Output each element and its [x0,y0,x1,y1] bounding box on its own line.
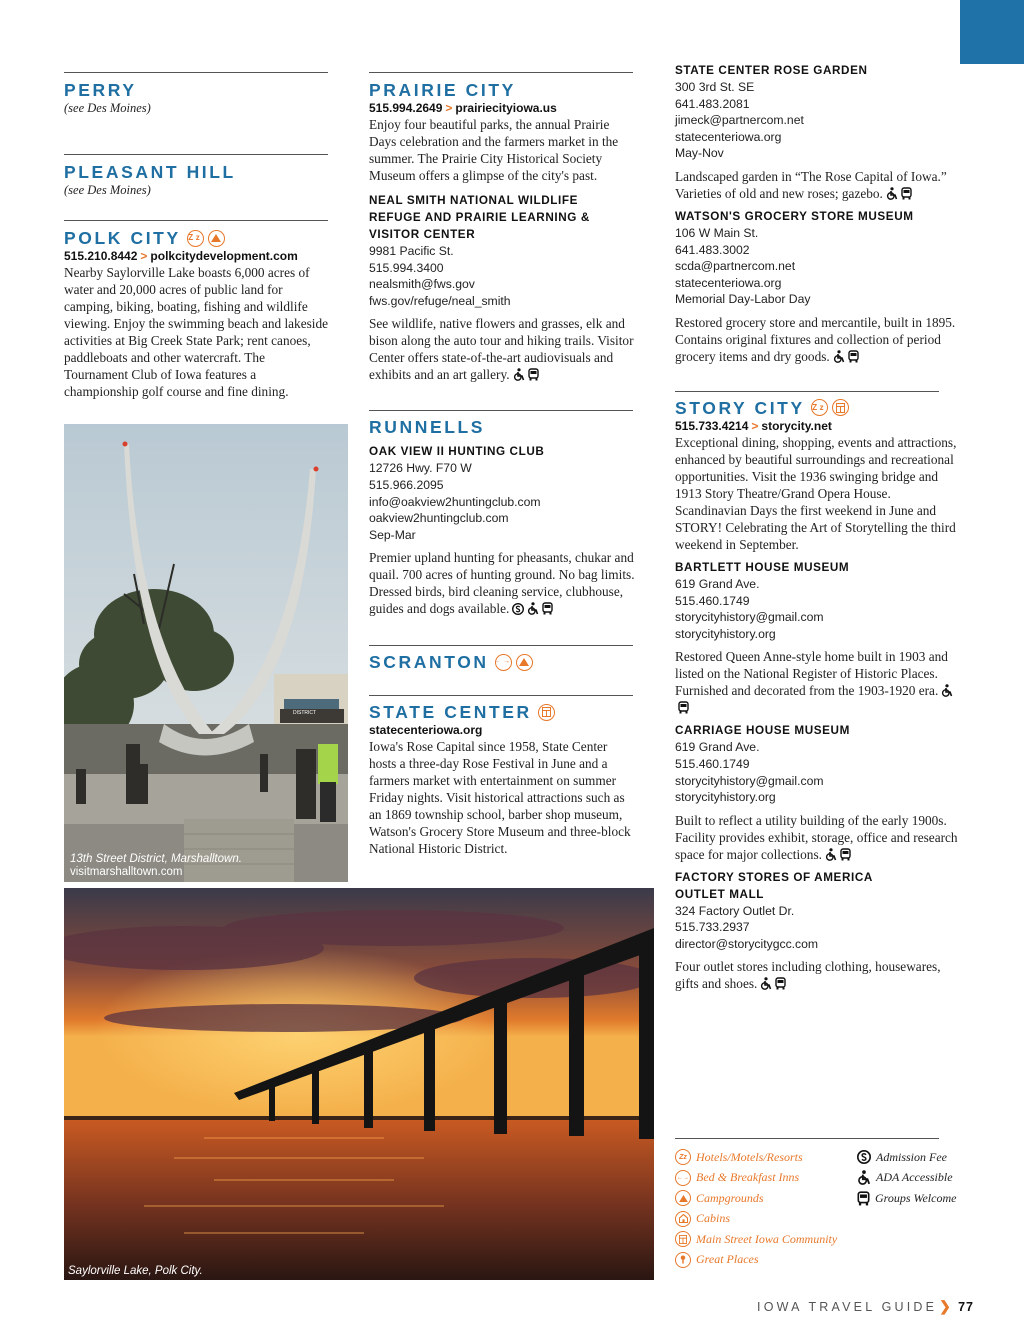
description-text: See wildlife, native flowers and grasses, elk and bison along the auto tour and hiking trails. Visitor Center offers state-of-the-art audiovisuals and exhibits and an art gallery. [369,316,634,383]
attraction-address: 619 Grand Ave. [675,576,760,591]
legend-label: Campgrounds [696,1190,764,1205]
city-story-city [675,398,965,418]
campground-icon [516,654,533,671]
divider [64,72,328,73]
ada-accessible-icon [513,368,525,381]
attraction-season: May-Nov [675,146,724,161]
attraction-email[interactable]: storycityhistory@gmail.com [675,610,824,625]
caption-credit: visitmarshalltown.com [70,866,183,878]
legend-great-places [675,1250,857,1271]
groups-welcome-icon [840,848,851,861]
icon-legend [675,1138,965,1270]
main-street-icon [538,704,555,721]
ada-accessible-icon [886,187,898,200]
see-reference: (see Des Moines) [64,101,151,115]
legend-ada [857,1168,956,1189]
polk-city-description: Nearby Saylorville Lake boasts 6,000 acres of water and 20,000 acres of public land for camping, biking, boating, fishing and wildlife viewing. Enjoy the swimming beach and lakeside activities at Big Creek State Park; rent canoes, paddleboats and other watercraft. The Tournament Club of Iowa features a championship golf course and fine dining. [64,265,329,399]
attraction-name-line: FACTORY STORES OF AMERICA [675,870,873,884]
attraction-phone: 641.483.2081 [675,96,750,111]
state-center-description: Iowa's Rose Capital since 1958, State Center hosts a three-day Rose Festival in June and a farmers market with entertainment on summer Friday nights. Visit historical attractions such as an 1869 township school, barber shop museum, Watson's Grocery Store Museum and three-block National Historic District. [369,739,631,857]
caption-line: 13th Street District, Marshalltown. [70,853,242,865]
legend-groups [857,1188,956,1209]
attraction-name-line: REFUGE AND PRAIRIE LEARNING & [369,211,590,224]
bed-and-breakfast-icon: ←→ [495,654,512,671]
legend-label: Hotels/Motels/Resorts [696,1149,803,1164]
city-name: STATE CENTER [369,702,532,723]
legend-label: Groups Welcome [875,1190,957,1205]
legend-bnb [675,1168,857,1189]
city-polk-city [64,228,330,248]
column-middle [369,72,635,857]
attraction-email[interactable]: scda@partnercom.net [675,259,796,274]
see-reference: (see Des Moines) [64,183,151,197]
hotel-icon: Zz [187,230,204,247]
city-scranton [369,652,635,672]
attraction-phone: 515.460.1749 [675,756,750,771]
attraction-season: Sep-Mar [369,527,416,542]
attraction-email[interactable]: info@oakview2huntingclub.com [369,494,541,509]
state-center-website[interactable]: statecenteriowa.org [369,723,483,738]
corner-tab [960,0,1024,64]
bed-and-breakfast-icon: ←→ [675,1170,691,1186]
legend-cabins [675,1209,857,1230]
page-number: 77 [958,1299,974,1314]
chevron-right-icon: ❯ [939,1298,955,1314]
divider [369,72,633,73]
polk-city-contact [64,248,330,264]
photo-marshalltown-sculpture [64,424,348,882]
legend-campgrounds [675,1188,857,1209]
website-link[interactable]: storycity.net [761,418,832,433]
groups-welcome-icon [901,187,912,200]
column-left [64,72,330,400]
legend-label: ADA Accessible [876,1170,953,1185]
attraction-description [675,648,965,716]
attraction-description [675,314,965,365]
attraction-description [369,549,635,617]
page-footer [757,1298,974,1315]
city-name: POLK CITY [64,228,181,248]
attraction-phone: 515.966.2095 [369,477,444,492]
campground-icon [675,1190,691,1206]
groups-welcome-icon [678,701,689,714]
main-street-icon [832,399,849,416]
guide-title: IOWA TRAVEL GUIDE [757,1299,938,1314]
divider [675,391,939,392]
attraction-name-line: OUTLET MALL [675,887,765,901]
divider [369,695,633,696]
hotel-icon: Zz [811,399,828,416]
legend-label: Main Street Iowa Community [696,1231,838,1246]
legend-label: Admission Fee [876,1149,947,1164]
city-pleasant-hill: PLEASANT HILL [64,162,236,182]
prairie-city-contact [369,100,635,116]
ada-accessible-icon [857,1170,871,1185]
attraction-email[interactable]: storycityhistory@gmail.com [675,773,824,788]
groups-welcome-icon [857,1191,870,1206]
attraction-website[interactable]: statecenteriowa.org [675,129,782,144]
prairie-city-description: Enjoy four beautiful parks, the annual Prairie Days celebration and the farmers market in the summer. The Prairie City Historical Society Museum offers a glimpse of the city's past. [369,117,619,183]
ada-accessible-icon [527,602,539,615]
city-name: SCRANTON [369,652,489,673]
website-link[interactable]: polkcitydevelopment.com [150,249,298,263]
city-state-center [369,702,635,722]
story-city-contact [675,418,965,434]
campground-icon [208,230,225,247]
website-link[interactable]: prairiecityiowa.us [455,101,557,115]
main-street-icon [675,1231,691,1247]
attraction-name [675,869,965,903]
attraction-address: 106 W Main St. [675,225,759,240]
ada-accessible-icon [760,977,772,990]
attraction-website[interactable]: statecenteriowa.org [675,275,782,290]
attraction-name: CARRIAGE HOUSE MUSEUM [675,724,850,738]
attraction-address: 300 3rd St. SE [675,80,755,94]
attraction-season: Memorial Day-Labor Day [675,292,811,307]
city-prairie-city: PRAIRIE CITY [369,80,516,100]
legend-admission-fee [857,1147,956,1168]
groups-welcome-icon [775,977,786,990]
arrow-icon: > [140,249,148,263]
description-text: Four outlet stores including clothing, housewares, gifts and shoes. [675,959,941,992]
legend-main-street [675,1229,857,1250]
legend-hotels [675,1147,857,1168]
attraction-address: 12726 Hwy. F70 W [369,461,472,476]
story-city-description: Exceptional dining, shopping, events and attractions, enhanced by beautiful surroundings and recreational opportunities. Visit the 1936 swinging bridge and 1913 Story Theatre/Grand Opera House. Scandinavian Days the first weekend in June and STORY! Celebrating the Art of Storytelling the third weekend in September. [675,434,957,552]
attraction-address: 324 Factory Outlet Dr. [675,903,795,918]
phone: 515.210.8442 [64,249,138,263]
description-text: Restored Queen Anne-style home built in 1903 and listed on the National Register of Historic Places. Furnished and decorated from the 1903-1920 era. [675,649,948,699]
attraction-name: WATSON'S GROCERY STORE MUSEUM [675,209,914,223]
attraction-name: BARTLETT HOUSE MUSEUM [675,560,850,574]
attraction-website[interactable]: oakview2huntingclub.com [369,511,509,526]
admission-fee-icon [512,603,524,615]
attraction-address: 9981 Pacific St. [369,244,454,258]
groups-welcome-icon [542,602,553,615]
description-text: Landscaped garden in “The Rose Capital of Iowa.” Varieties of old and new roses; gazebo. [675,168,947,201]
attraction-name: OAK VIEW II HUNTING CLUB [369,445,545,459]
sign-text: DISTRICT [293,710,317,716]
divider [64,220,328,221]
divider [675,1138,939,1139]
ada-accessible-icon [825,848,837,861]
attraction-website[interactable]: storycityhistory.org [675,626,776,641]
attraction-email[interactable]: nealsmith@fws.gov [369,277,475,292]
attraction-website[interactable]: fws.gov/refuge/neal_smith [369,293,511,308]
phone: 515.994.2649 [369,101,443,115]
attraction-address: 619 Grand Ave. [675,740,760,755]
attraction-description [675,168,965,202]
great-places-icon [675,1252,691,1268]
photo-saylorville-lake [64,888,654,1280]
attraction-name: STATE CENTER ROSE GARDEN [675,64,868,77]
legend-label: Bed & Breakfast Inns [696,1170,800,1185]
attraction-description [369,315,635,383]
city-name: STORY CITY [675,397,805,418]
groups-welcome-icon [528,368,539,381]
city-runnells: RUNNELLS [369,417,486,438]
divider [369,410,633,411]
attraction-description [675,812,965,863]
attraction-phone: 515.733.2937 [675,920,750,935]
legend-label: Cabins [696,1211,731,1226]
photo-caption: Saylorville Lake, Polk City. [68,1265,203,1277]
description-text: Premier upland hunting for pheasants, chukar and quail. 700 acres of hunting ground. No bag limits. Dressed birds, bird cleaning service, clubhouse, guides and dogs available. [369,550,635,617]
ada-accessible-icon [941,684,953,697]
legend-label: Great Places [696,1252,759,1267]
attraction-name-line: VISITOR CENTER [369,228,476,241]
hotel-icon: Zz [675,1149,691,1165]
attraction-description [675,958,965,992]
arrow-icon: > [751,418,759,433]
attraction-phone: 515.460.1749 [675,593,750,608]
arrow-icon: > [445,101,453,115]
column-right [675,62,965,992]
city-perry: PERRY [64,80,137,100]
attraction-website[interactable]: storycityhistory.org [675,790,776,805]
description-text: Built to reflect a utility building of the early 1900s. Facility provides exhibit, storage, office and research space for major collections. [675,812,958,862]
attraction-email[interactable]: director@storycitygcc.com [675,936,819,951]
attraction-name [369,192,635,243]
divider [64,154,328,155]
attraction-name-line: NEAL SMITH NATIONAL WILDLIFE [369,194,578,207]
cabin-icon [675,1211,691,1227]
attraction-phone: 641.483.3002 [675,242,750,257]
admission-fee-icon [857,1150,871,1164]
attraction-phone: 515.994.3400 [369,260,444,275]
photo-caption [70,853,242,879]
ada-accessible-icon [833,350,845,363]
description-text: Restored grocery store and mercantile, built in 1895. Contains original fixtures and collection of period grocery items and dry goods. [675,314,956,364]
groups-welcome-icon [848,350,859,363]
divider [369,645,633,646]
attraction-email[interactable]: jimeck@partnercom.net [675,113,804,128]
phone: 515.733.4214 [675,418,749,433]
